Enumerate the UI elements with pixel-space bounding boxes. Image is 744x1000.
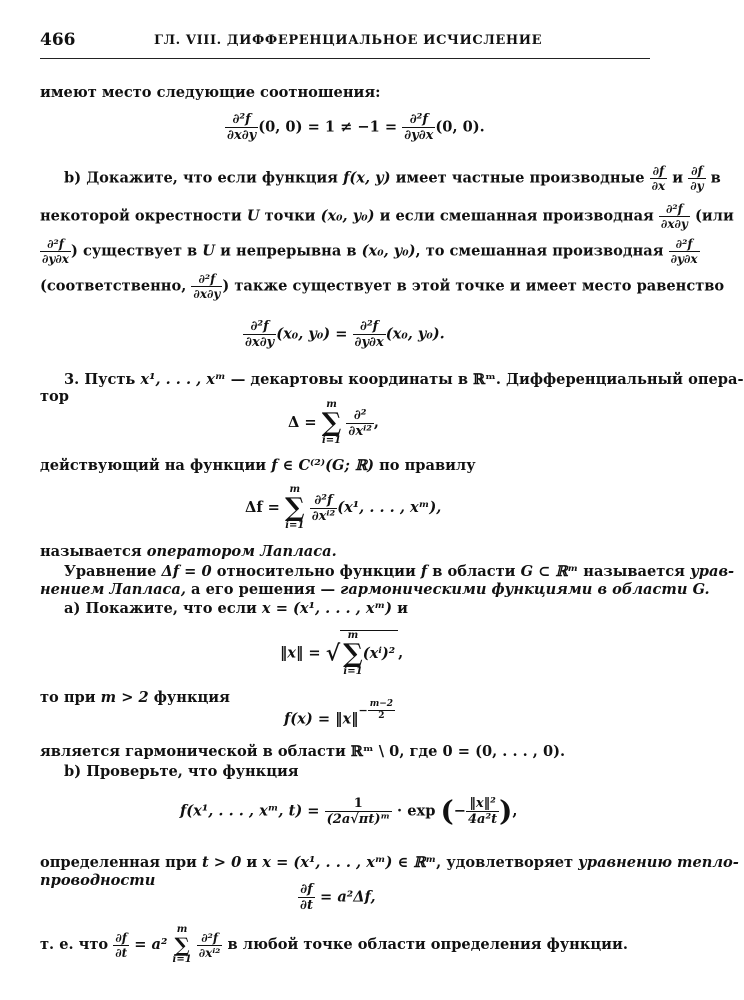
text-line: является гармонической в области ℝᵐ \ 0, где 0 = (0, . . . , 0).: [40, 743, 566, 760]
equation-heat-kernel: f(x¹, . . . , xᵐ, t) = $\frac{1}{\text{(2a√πt)ᵐ}}$ · exp (− $\frac{\text{‖x‖²}}{\text{4a²t}}$ ),: [180, 794, 518, 828]
text-line: называется оператором Лапласа.: [40, 543, 337, 560]
equation-power: f(x) = ‖x‖$^{- \frac{m-2}{2}}$: [284, 699, 394, 728]
equation-norm: ‖x‖ = √ m ∑ i=1 (xⁱ)² ,: [280, 630, 404, 677]
text-line: проводности: [40, 872, 156, 889]
chapter-title: ГЛ. VIII. ДИФФЕРЕНЦИАЛЬНОЕ ИСЧИСЛЕНИЕ: [154, 33, 543, 48]
text-line: (соответственно, $\frac{\text{∂²f}}{\partial x\partial y}$ ) также существует в этой точке и имеет место равенство: [40, 272, 725, 301]
text-line: то при m > 2 функция: [40, 689, 230, 706]
text-line: 3. Пусть x¹, . . . , xᵐ — декартовы координаты в ℝᵐ. Дифференциальный опера-: [64, 371, 744, 388]
page-number: 466: [40, 30, 76, 50]
header-rule: [40, 58, 650, 59]
equation-equality: $\frac{\text{∂²f}}{\partial x\partial y}$ (x₀, y₀) = $\frac{\text{∂²f}}{\partial y\partial x}$ (x₀, y₀).: [245, 319, 445, 350]
text-line: b) Проверьте, что функция: [64, 763, 299, 780]
equation-laplacian: Δ = m ∑ i=1 ∂² ∂xⁱ² ,: [288, 399, 379, 446]
text-line: а) Покажите, что если x = (x¹, . . . , xᵐ) и: [64, 600, 408, 617]
text-line: имеют место следующие соотношения:: [40, 84, 381, 101]
equation-heat: $\frac{\partial f}{\partial t}$ = a²Δf,: [300, 882, 376, 913]
text-line: Уравнение Δf = 0 относительно функции f в области G ⊂ ℝᵐ называется урав-: [64, 563, 735, 580]
text-line: действующий на функции f ∈ C⁽²⁾(G; ℝ) по правилу: [40, 457, 476, 474]
text-line: b) Докажите, что если функция f(x, y) имеет частные производные $\frac{\partial f}{\partial x}$ и $\frac{\partial f}{\partial y}$ в: [64, 164, 721, 193]
equation-laplacian-f: Δf = m ∑ i=1 $\frac{\text{∂²f}}{\text{∂xⁱ²}}$ (x¹, . . . , xᵐ),: [245, 484, 442, 531]
text-line: определенная при t > 0 и x = (x¹, . . . , xᵐ) ∈ ℝᵐ, удовлетворяет уравнению тепло-: [40, 854, 739, 871]
text-line: $\frac{\text{∂²f}}{\partial y\partial x}$ ) существует в U и непрерывна в (x₀, y₀), то смешанная производная $\frac{\text{∂²f}}{\partial y\partial x}$: [42, 237, 698, 266]
equation-mixed-partials: $\frac{\text{∂²f}}{\partial x\partial y}$ (0, 0) = 1 ≠ −1 = $\frac{\text{∂²f}}{\partial y\partial x}$ (0, 0).: [227, 112, 485, 143]
text-line: т. е. что $\frac{\partial f}{\partial t}$ = a² m ∑ i=1 $\frac{\text{∂²f}}{\text{∂xⁱ²}}$ в любой точке области определения функции.: [40, 924, 628, 965]
text-line: нением Лапласа, а его решения — гармоническими функциями в области G.: [40, 581, 710, 598]
running-header: [40, 30, 650, 54]
text-line: некоторой окрестности U точки (x₀, y₀) и если смешанная производная $\frac{\text{∂²f}}{\partial x\partial y}$ (или: [40, 202, 734, 231]
text-line: тор: [40, 388, 69, 405]
